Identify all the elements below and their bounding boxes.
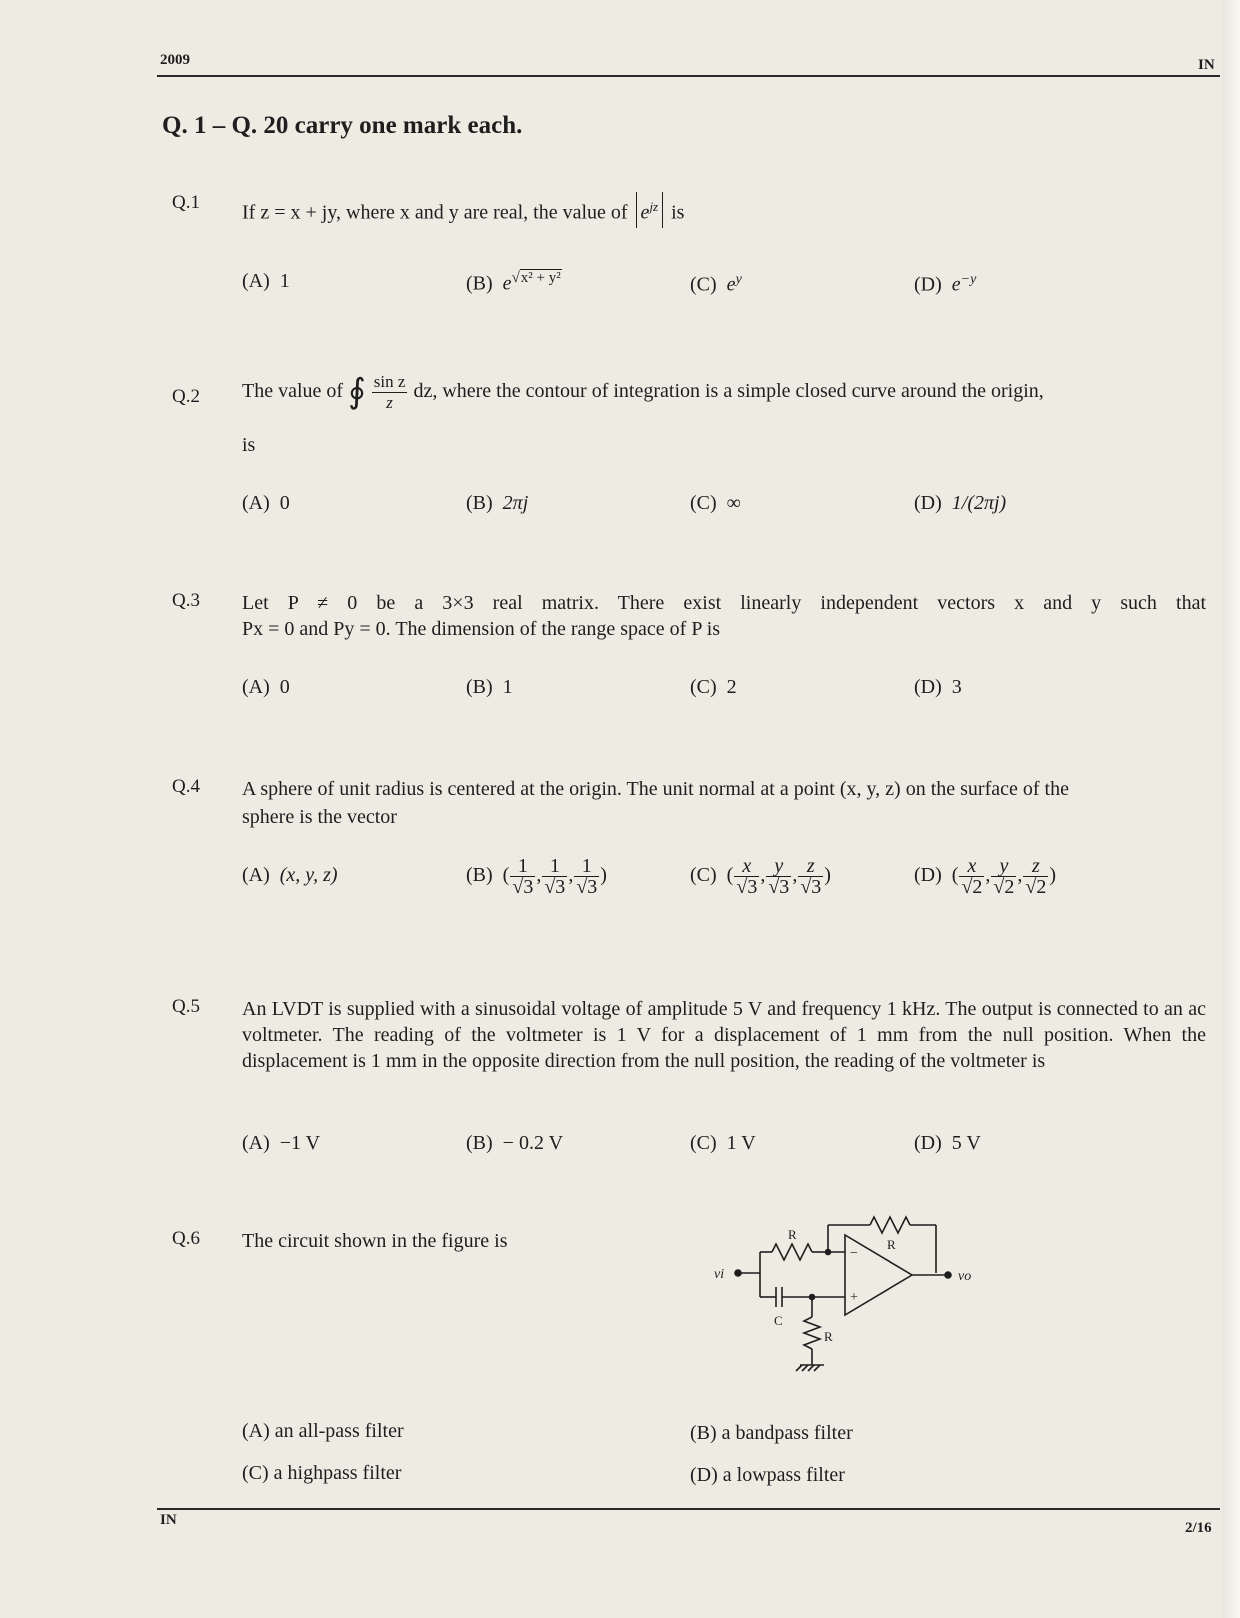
q3-option-b[interactable]: (B) 1 bbox=[466, 676, 513, 698]
q1-abs-expr: $e^{jz}$ bbox=[636, 192, 664, 228]
q2-text-pre: The value of bbox=[242, 380, 344, 403]
resistor-feedback bbox=[870, 1217, 910, 1233]
label-capacitor: C bbox=[774, 1313, 783, 1328]
resistor-input bbox=[772, 1244, 812, 1260]
q2-option-d[interactable]: (D) 1/(2πj) bbox=[914, 492, 1007, 514]
q1-number: Q.1 bbox=[172, 192, 200, 213]
q6-option-a[interactable]: (A) an all-pass filter bbox=[242, 1420, 404, 1442]
resistor-ground bbox=[804, 1317, 820, 1349]
q1-option-b[interactable]: (B) $e^{√x^2 + y^2}$ bbox=[466, 270, 561, 295]
q3-number: Q.3 bbox=[172, 590, 200, 611]
q2-option-c[interactable]: (C) ∞ bbox=[690, 492, 741, 514]
header-code: IN bbox=[1198, 57, 1215, 73]
q5-option-d[interactable]: (D) 5 V bbox=[914, 1132, 981, 1154]
q5-number: Q.5 bbox=[172, 996, 200, 1017]
q2-number: Q.2 bbox=[172, 386, 200, 407]
q1-option-c[interactable]: (C) $e^y$ bbox=[690, 272, 742, 296]
q6-circuit-diagram bbox=[700, 1205, 1020, 1395]
q4-number: Q.4 bbox=[172, 776, 200, 797]
section-title: Q. 1 – Q. 20 carry one mark each. bbox=[162, 112, 523, 139]
q3-option-c[interactable]: (C) 2 bbox=[690, 676, 737, 698]
q3-text-line2: Px = 0 and Py = 0. The dimension of the range space of P is bbox=[242, 618, 721, 640]
q6-option-c[interactable]: (C) a highpass filter bbox=[242, 1462, 402, 1484]
q4-option-a[interactable]: (A) (x, y, z) bbox=[242, 864, 338, 886]
q1-text-pre: If z = x + jy, where x and y are real, the value of bbox=[242, 201, 628, 224]
label-r-ground: R bbox=[824, 1329, 833, 1344]
q6-option-b[interactable]: (B) a bandpass filter bbox=[690, 1422, 853, 1444]
q6-text: The circuit shown in the figure is bbox=[242, 1230, 508, 1252]
q2-option-a[interactable]: (A) 0 bbox=[242, 492, 290, 514]
q5-option-a[interactable]: (A) −1 V bbox=[242, 1132, 321, 1154]
op-amp-minus: − bbox=[850, 1246, 858, 1261]
q6-option-d[interactable]: (D) a lowpass filter bbox=[690, 1464, 845, 1486]
label-r-feedback: R bbox=[887, 1237, 896, 1252]
page-edge-shadow bbox=[1222, 0, 1240, 1618]
header-year: 2009 bbox=[160, 52, 190, 68]
q1-text-post: is bbox=[671, 201, 685, 224]
q5-option-b[interactable]: (B) − 0.2 V bbox=[466, 1132, 564, 1154]
label-vout: vo bbox=[958, 1269, 972, 1284]
q2-text-post: dz, where the contour of integration is a simple closed curve around the origin, bbox=[413, 380, 1044, 403]
q1-text bbox=[242, 192, 684, 228]
q2-text-line2: is bbox=[242, 434, 256, 456]
q3-option-a[interactable]: (A) 0 bbox=[242, 676, 290, 698]
q6-number: Q.6 bbox=[172, 1228, 200, 1249]
q5-option-c[interactable]: (C) 1 V bbox=[690, 1132, 756, 1154]
q4-text-line2: sphere is the vector bbox=[242, 806, 397, 828]
q1-option-d[interactable]: (D) $e^{-y}$ bbox=[914, 272, 977, 296]
q4-option-b[interactable]: (B) ( $\frac{1}{√3}$ , $\frac{1}{√3}$ , $\frac{1}{√3}$ ) bbox=[466, 855, 607, 898]
q3-text-line1: Let P ≠ 0 be a 3×3 real matrix. There exist linearly independent vectors x and y such that bbox=[242, 592, 1206, 614]
q2-option-b[interactable]: (B) 2πj bbox=[466, 492, 529, 514]
q2-fraction: $\frac{\text{sin z}}{z}$ bbox=[373, 372, 406, 412]
q4-text-line1: A sphere of unit radius is centered at the origin. The unit normal at a point (x, y, z) on the surface of the bbox=[242, 778, 1069, 800]
q2-text bbox=[242, 372, 1044, 413]
q4-option-c[interactable]: (C) ( $\frac{x}{√3}$ , $\frac{y}{√3}$ , $\frac{z}{√3}$ ) bbox=[690, 855, 831, 898]
q4-option-d[interactable]: (D) ( $\frac{x}{√2}$ , $\frac{y}{√2}$ , $\frac{z}{√2}$ ) bbox=[914, 855, 1057, 898]
contour-integral-symbol: ∮ bbox=[348, 373, 366, 411]
q1-option-a[interactable]: (A) 1 bbox=[242, 270, 290, 292]
footer-code: IN bbox=[160, 1512, 177, 1528]
q3-option-d[interactable]: (D) 3 bbox=[914, 676, 962, 698]
footer-page-number: 2/16 bbox=[1185, 1520, 1212, 1536]
label-r-input: R bbox=[788, 1227, 797, 1242]
op-amp-plus: + bbox=[850, 1290, 858, 1305]
q5-text: An LVDT is supplied with a sinusoidal voltage of amplitude 5 V and frequency 1 kHz. The output is connected to an ac voltmeter. The reading of the voltmeter is 1 V for a displacement of 1 mm from the null position. When the displacement is 1 mm in the opposite direction from the null position, the reading of the voltmeter is bbox=[242, 998, 1206, 1072]
label-vin: vi bbox=[714, 1267, 725, 1282]
vout-terminal bbox=[945, 1272, 951, 1278]
header-rule bbox=[157, 75, 1220, 77]
footer-rule bbox=[157, 1508, 1220, 1510]
